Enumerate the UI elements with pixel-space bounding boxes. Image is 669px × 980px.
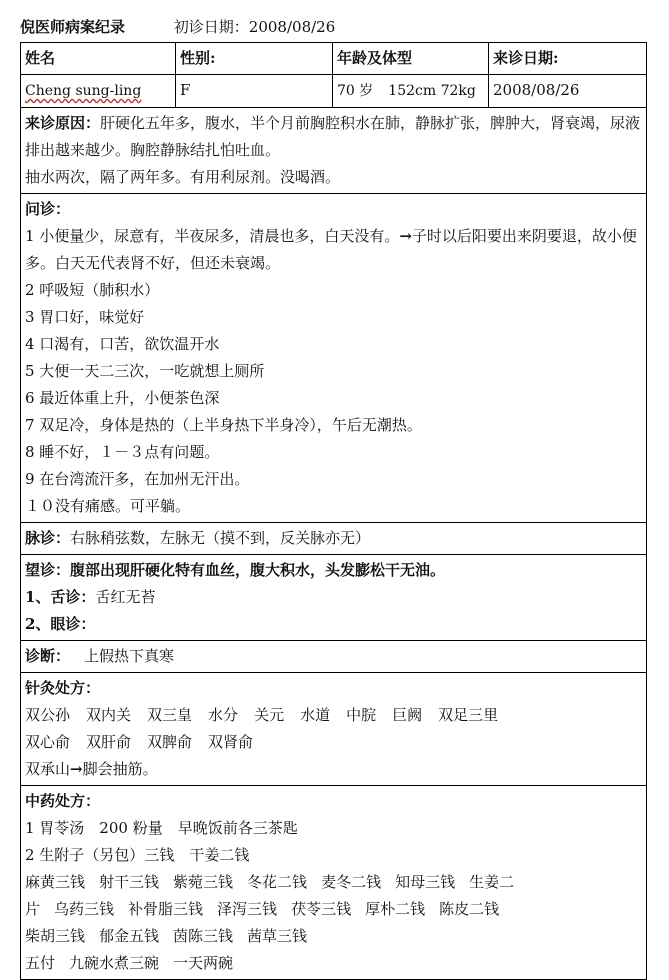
herbs-line-1: 1 胃苓汤 200 粉量 早晚饭前各三茶匙 <box>25 819 298 837</box>
herb-item: 茵陈三钱 <box>173 927 234 945</box>
inquiry-item-4: 4 口渴有，口苦，欲饮温开水 <box>25 335 220 353</box>
acupuncture-row-3 <box>25 756 642 783</box>
herb-item: 泽泻三钱 <box>217 900 278 918</box>
eye-label: 2、眼诊： <box>25 615 96 633</box>
medical-record-page <box>20 12 646 980</box>
herb-item: 茯苓三钱 <box>291 900 352 918</box>
herb-item: 麻黄三钱 <box>25 873 86 891</box>
reason-text-1: 肝硬化五年多，腹水，半个月前胸腔积水在肺，静脉扩张，脾肿大，肾衰竭，尿液排出越来越少。胸腔静脉结扎怕吐血。 <box>25 114 641 159</box>
table-header-row <box>21 43 647 75</box>
inquiry-section <box>21 194 647 523</box>
inspection-label: 望诊： <box>25 561 71 579</box>
inquiry-item-6: 6 最近体重上升，小便茶色深 <box>25 389 220 407</box>
acupoint: 双公孙 <box>25 706 71 724</box>
diagnosis-section <box>21 641 647 673</box>
acupuncture-section <box>21 673 647 786</box>
acupoint: 双心俞 <box>25 733 71 751</box>
acupoint: 双肾俞 <box>208 733 254 751</box>
pulse-section <box>21 523 647 555</box>
inquiry-item-1: 1 小便量少，尿意有，半夜尿多，清晨也多，白天没有。 <box>25 227 400 245</box>
herb-item: 郁金五钱 <box>99 927 160 945</box>
acupoint: 水分 <box>208 706 239 724</box>
acupuncture-row-1 <box>25 702 642 729</box>
pulse-label: 脉诊： <box>25 529 71 547</box>
patient-info-row <box>21 75 647 108</box>
inquiry-item-9: 9 在台湾流汗多，在加州无汗出。 <box>25 470 250 488</box>
tongue-label: 1、舌诊： <box>25 588 96 606</box>
patient-age: 70 岁 <box>337 83 374 99</box>
acupoint: 关元 <box>254 706 285 724</box>
right-arrow-icon: → <box>399 227 412 245</box>
inquiry-item-1-note: 子时以后阳要出来阴要退，故小便多。白天无代表肾不好，但还未衰竭。 <box>25 227 637 272</box>
acupoint: 双足三里 <box>438 706 499 724</box>
tongue-text: 舌红无苔 <box>95 588 156 606</box>
herbs-row-3 <box>25 923 642 950</box>
inquiry-item-5: 5 大便一天二三次，一吃就想上厕所 <box>25 362 265 380</box>
sex-header: 性别: <box>176 43 333 75</box>
acupuncture-label: 针灸处方： <box>25 679 101 697</box>
acupoint: 巨阙 <box>392 706 423 724</box>
herb-item: 片 <box>25 900 41 918</box>
acupuncture-row-2 <box>25 729 642 756</box>
patient-height-weight: 152cm 72kg <box>388 83 476 99</box>
herb-item: 补骨脂三钱 <box>128 900 204 918</box>
inspection-text: 腹部出现肝硬化特有血丝，腹大积水，头发膨松干无油。 <box>70 561 446 579</box>
herb-item: 柴胡三钱 <box>25 927 86 945</box>
inquiry-item-10: １０没有痛感。可平躺。 <box>25 497 191 515</box>
patient-visit-date: 2008/08/26 <box>489 75 647 108</box>
herbs-line-2: 2 生附子（另包）三钱 干姜二钱 <box>25 846 250 864</box>
age-body-header: 年龄及体型 <box>333 43 489 75</box>
diagnosis-text: 上假热下真寒 <box>84 647 175 665</box>
record-title: 倪医师病案纪录 <box>20 18 126 36</box>
herbs-row-1 <box>25 869 642 896</box>
herbs-section <box>21 786 647 980</box>
diagnosis-label: 诊断： <box>25 647 71 665</box>
patient-name: Cheng sung-ling <box>25 83 142 99</box>
reason-label: 来诊原因： <box>25 114 101 132</box>
herb-dosage: 九碗水煮三碗 <box>69 954 160 972</box>
record-table <box>20 42 647 980</box>
herb-item: 麦冬二钱 <box>321 873 382 891</box>
inquiry-item-8: 8 睡不好，１－３点有问题。 <box>25 443 220 461</box>
herb-item: 茜草三钱 <box>247 927 308 945</box>
pulse-text: 右脉稍弦数，左脉无（摸不到，反关脉亦无） <box>70 529 371 547</box>
herb-item: 生姜二 <box>469 873 515 891</box>
herbs-label: 中药处方： <box>25 792 101 810</box>
right-arrow-icon: → <box>70 760 83 778</box>
patient-sex: F <box>176 75 333 108</box>
herb-dosage: 一天两碗 <box>173 954 234 972</box>
herb-item: 紫菀三钱 <box>173 873 234 891</box>
herbs-row-2 <box>25 896 642 923</box>
acupoint: 水道 <box>300 706 331 724</box>
acupoint: 双脾俞 <box>147 733 193 751</box>
inquiry-label: 问诊： <box>25 200 71 218</box>
inquiry-item-3: 3 胃口好，味觉好 <box>25 308 145 326</box>
herb-item: 知母三钱 <box>395 873 456 891</box>
name-header: 姓名 <box>21 43 176 75</box>
inspection-section <box>21 555 647 641</box>
herb-item: 乌药三钱 <box>54 900 115 918</box>
acupoint: 双肝俞 <box>86 733 132 751</box>
herb-dosage: 五付 <box>25 954 56 972</box>
patient-age-body <box>333 75 489 108</box>
herb-item: 冬花二钱 <box>247 873 308 891</box>
record-header <box>20 12 646 42</box>
reason-text-2: 抽水两次，隔了两年多。有用利尿剂。没喝酒。 <box>25 168 341 186</box>
inquiry-item-2: 2 呼吸短（肺积水） <box>25 281 160 299</box>
inquiry-item-7: 7 双足冷，身体是热的（上半身热下半身冷），午后无潮热。 <box>25 416 422 434</box>
reason-section <box>21 108 647 194</box>
acupoint: 双三皇 <box>147 706 193 724</box>
herbs-row-4 <box>25 950 642 977</box>
acupoint: 双内关 <box>86 706 132 724</box>
acupuncture-note: 脚会抽筋。 <box>82 760 158 778</box>
acupoint: 中脘 <box>346 706 377 724</box>
visit-date-header: 来诊日期: <box>489 43 647 75</box>
acupoint: 双承山 <box>25 760 71 778</box>
herb-item: 陈皮二钱 <box>439 900 500 918</box>
herb-item: 厚朴二钱 <box>365 900 426 918</box>
first-visit-date: 初诊日期：2008/08/26 <box>173 18 336 36</box>
herb-item: 射干三钱 <box>99 873 160 891</box>
